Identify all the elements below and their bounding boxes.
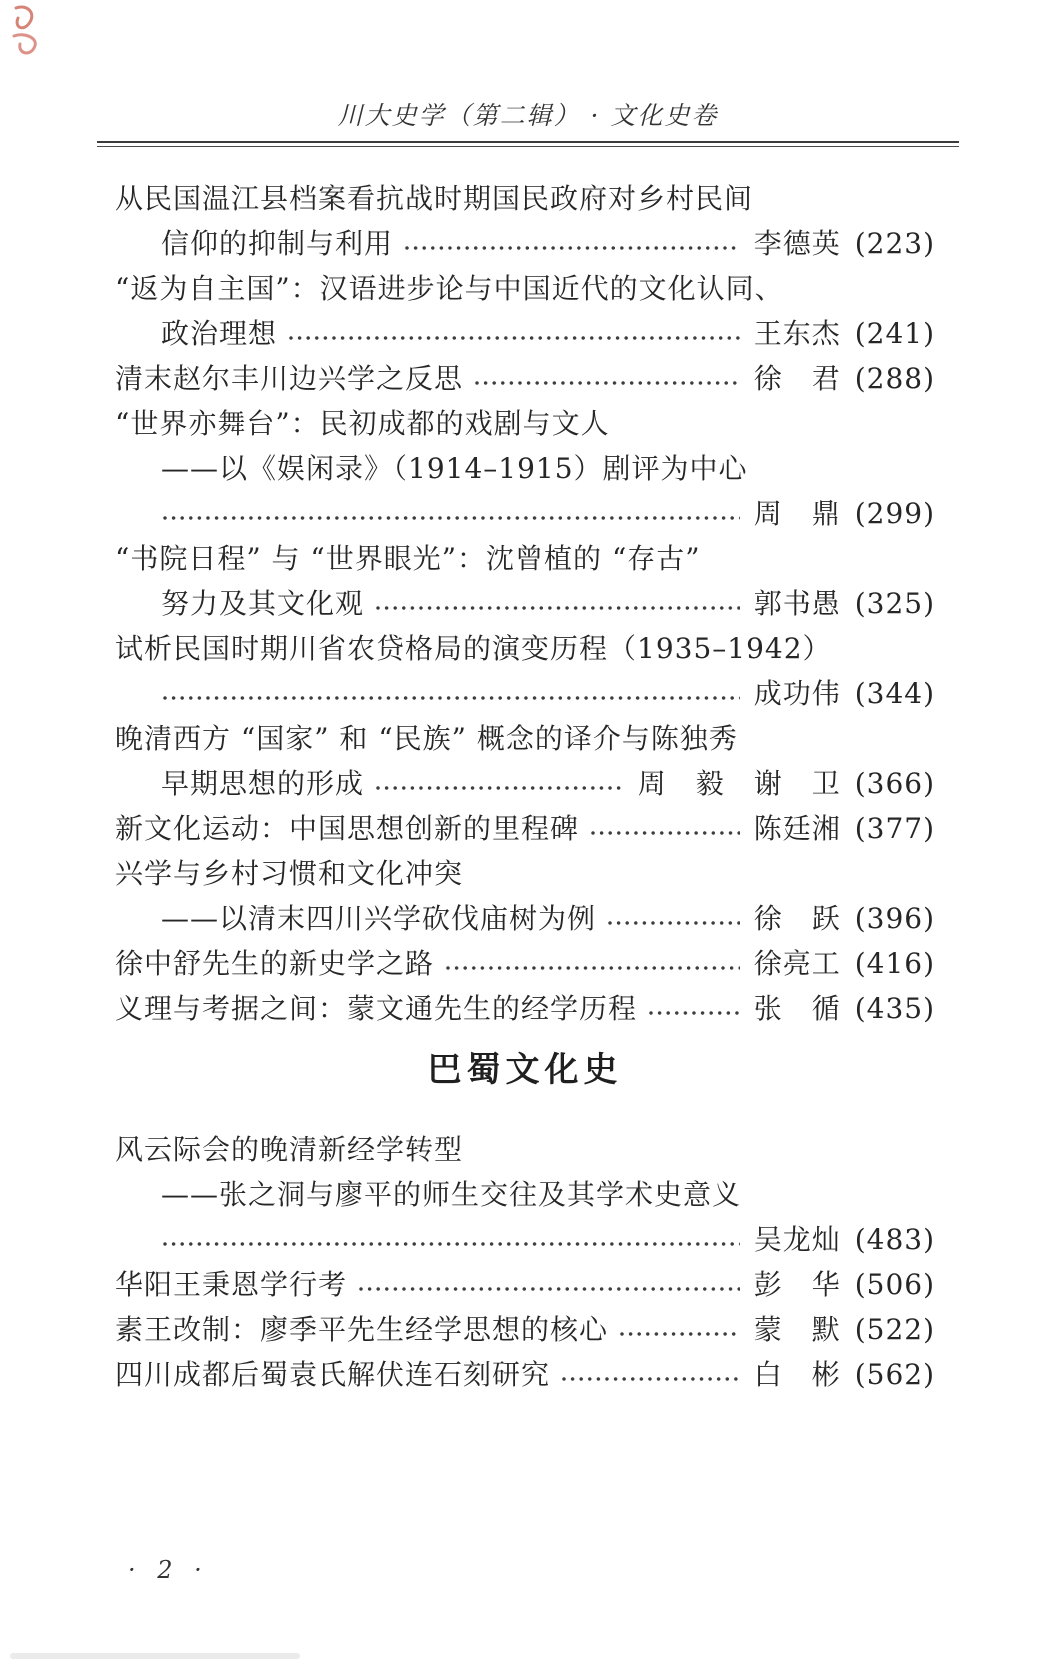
toc-entry-line [115, 177, 935, 222]
leader-dots [161, 1240, 740, 1248]
entry-author: 陈廷湘 [753, 812, 841, 845]
entry-author: 李德英 [753, 227, 841, 260]
entry-title: 清末赵尔丰川边兴学之反思 [115, 362, 464, 395]
entry-title: 从民国温江县档案看抗战时期国民政府对乡村民间 [115, 182, 754, 215]
page-number: · 2 · [128, 1556, 209, 1584]
toc-entry-line [115, 1263, 935, 1308]
entry-page-number: (562) [854, 1358, 935, 1391]
toc-entry-line [115, 762, 935, 807]
running-head: 川大史学（第二辑） · 文化史卷 [337, 101, 719, 130]
entry-author: 成功伟 [753, 677, 841, 710]
entry-title: 华阳王秉恩学行考 [115, 1268, 348, 1301]
entry-author: 蒙 默 [753, 1313, 841, 1346]
entry-author: 王东杰 [753, 317, 841, 350]
leader-dots [589, 829, 740, 837]
toc-entry-line [115, 447, 935, 492]
toc-entry-line [115, 627, 935, 672]
entry-author: 徐 跃 [753, 902, 841, 935]
toc-entry-line [115, 1128, 935, 1173]
leader-dots [161, 694, 740, 702]
entry-author: 张 循 [753, 992, 841, 1025]
entry-title: “书院日程” 与 “世界眼光”：沈曾植的 “存古” [115, 542, 701, 575]
entry-page-number: (522) [854, 1313, 935, 1346]
toc-entry-line [115, 987, 935, 1032]
entry-title: 试析民国时期川省农贷格局的演变历程（1935–1942） [115, 632, 832, 665]
entry-title: 努力及其文化观 [161, 587, 365, 620]
entry-author: 周 毅 谢 卫 [637, 767, 841, 800]
entry-page-number: (223) [854, 227, 935, 260]
leader-dots [374, 784, 624, 792]
leader-dots [403, 244, 740, 252]
entry-title: 风云际会的晚清新经学转型 [115, 1133, 464, 1166]
leader-dots [287, 334, 740, 342]
entry-title: 素王改制：廖季平先生经学思想的核心 [115, 1313, 609, 1346]
toc-entry-line [115, 492, 935, 537]
entry-title: 四川成都后蜀袁氏解伏连石刻研究 [115, 1358, 551, 1391]
entry-page-number: (241) [854, 317, 935, 350]
entry-page-number: (366) [854, 767, 935, 800]
leader-dots [560, 1375, 740, 1383]
entry-author: 彭 华 [753, 1268, 841, 1301]
toc-entry-line [115, 267, 935, 312]
entry-title: 政治理想 [161, 317, 278, 350]
entry-title: “返为自主国”：汉语进步论与中国近代的文化认同、 [115, 272, 784, 305]
toc-entry-line [115, 582, 935, 627]
leader-dots [606, 919, 740, 927]
leader-dots [473, 379, 740, 387]
toc-entry-line [115, 222, 935, 267]
entry-page-number: (299) [854, 497, 935, 530]
entry-title: 徐中舒先生的新史学之路 [115, 947, 435, 980]
toc-entry-line [115, 1173, 935, 1218]
entry-page-number: (325) [854, 587, 935, 620]
entry-author: 徐亮工 [753, 947, 841, 980]
toc-entry-line [115, 537, 935, 582]
toc-entry-line [115, 357, 935, 402]
toc-entry-line [115, 717, 935, 762]
entry-title: ——以清末四川兴学砍伐庙树为例 [161, 902, 597, 935]
section-heading: 巴蜀文化史 [427, 1050, 623, 1090]
toc-entry-line [115, 942, 935, 987]
entry-author: 吴龙灿 [753, 1223, 841, 1256]
leader-dots [618, 1330, 740, 1338]
entry-title: ——以《娱闲录》（1914–1915）剧评为中心 [161, 452, 748, 485]
entry-title: 信仰的抑制与利用 [161, 227, 394, 260]
toc-entry-line [115, 672, 935, 717]
entry-title: 早期思想的形成 [161, 767, 365, 800]
entry-page-number: (483) [854, 1223, 935, 1256]
entry-title: 兴学与乡村习惯和文化冲突 [115, 857, 464, 890]
toc-entry-line [115, 312, 935, 357]
toc-entry-line [115, 1353, 935, 1398]
entry-title: 晚清西方 “国家” 和 “民族” 概念的译介与陈独秀 [115, 722, 738, 755]
entry-title: “世界亦舞台”：民初成都的戏剧与文人 [115, 407, 610, 440]
table-of-contents [0, 147, 1056, 1398]
entry-title: ——张之洞与廖平的师生交往及其学术史意义 [161, 1178, 742, 1211]
entry-author: 郭书愚 [753, 587, 841, 620]
toc-entry-line [115, 1218, 935, 1263]
entry-author: 周 鼎 [753, 497, 841, 530]
bottom-edge-scan-artifact [10, 1653, 300, 1659]
leader-dots [161, 514, 740, 522]
entry-page-number: (396) [854, 902, 935, 935]
entry-page-number: (435) [854, 992, 935, 1025]
toc-entry-line [115, 1308, 935, 1353]
toc-entry-line [115, 402, 935, 447]
leader-dots [357, 1285, 740, 1293]
entry-page-number: (506) [854, 1268, 935, 1301]
entry-page-number: (288) [854, 362, 935, 395]
entry-page-number: (377) [854, 812, 935, 845]
toc-entry-line [115, 852, 935, 897]
toc-entry-line [115, 897, 935, 942]
entry-author: 徐 君 [753, 362, 841, 395]
entry-title: 义理与考据之间：蒙文通先生的经学历程 [115, 992, 638, 1025]
toc-entry-line [115, 807, 935, 852]
entry-page-number: (416) [854, 947, 935, 980]
red-pen-scan-artifact [6, 2, 54, 64]
leader-dots [374, 604, 740, 612]
entry-title: 新文化运动：中国思想创新的里程碑 [115, 812, 580, 845]
leader-dots [647, 1009, 740, 1017]
entry-author: 白 彬 [753, 1358, 841, 1391]
leader-dots [444, 964, 740, 972]
entry-page-number: (344) [854, 677, 935, 710]
